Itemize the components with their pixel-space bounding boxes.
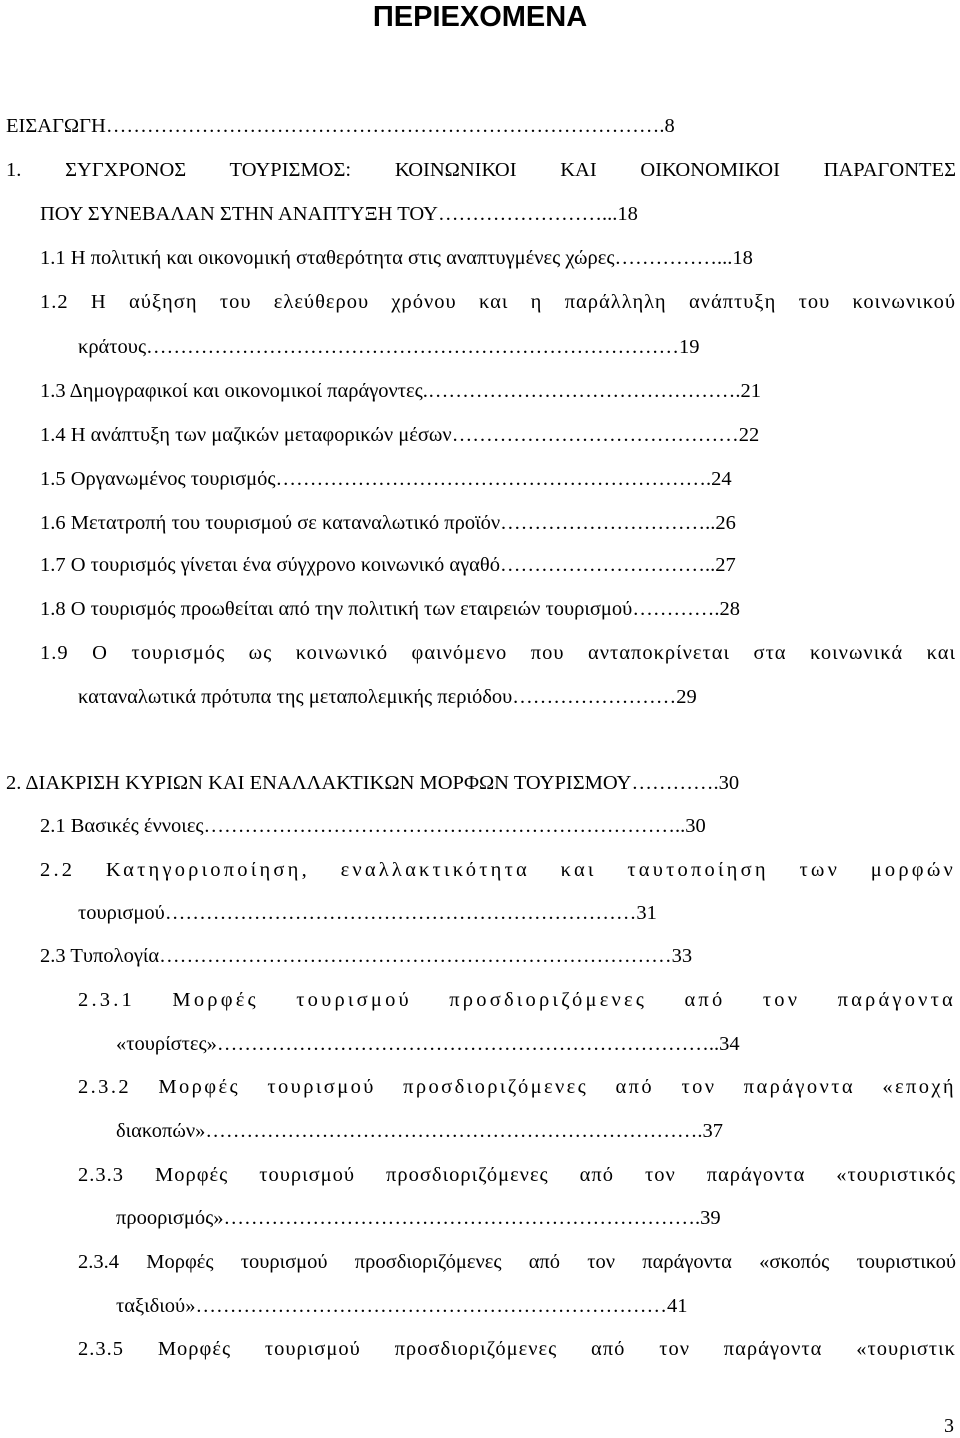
toc-entry-2-2-continued: τουρισμού……………………………………………………………31 [78, 902, 657, 924]
toc-entry-1-3: 1.3 Δημογραφικοί και οικονομικοί παράγοντες.……………………………………….21 [40, 380, 761, 402]
toc-entry-1-6: 1.6 Μετατροπή του τουρισμού σε καταναλωτικό προϊόν…………………………..26 [40, 512, 736, 534]
toc-entry-2-3-3-continued: προορισμός»…………………………………………………………….39 [116, 1207, 721, 1229]
toc-entry-1-2-continued: κράτους……………………………………………………………………19 [78, 336, 700, 358]
toc-entry-2-3-1: 2.3.1 Μορφές τουρισμού προσδιοριζόμενες από τον παράγοντα [78, 989, 956, 1011]
toc-entry-2-3-4-continued: ταξιδιού»……………………………………………………………41 [116, 1295, 688, 1317]
toc-entry-2-3: 2.3 Τυπολογία…………………………………………………………………33 [40, 945, 693, 967]
page-title: ΠΕΡΙΕΧΟΜΕΝΑ [372, 1, 588, 33]
toc-entry-2-3-2-continued: διακοπών»……………………………………………………………….37 [116, 1120, 724, 1142]
toc-entry-1-1: 1.1 Η πολιτική και οικονομική σταθερότητα στις αναπτυγμένες χώρες……………...18 [40, 247, 753, 269]
toc-entry-chapter-2: 2. ΔΙΑΚΡΙΣΗ ΚΥΡΙΩΝ ΚΑΙ ΕΝΑΛΛΑΚΤΙΚΩΝ ΜΟΡΦΩΝ ΤΟΥΡΙΣΜΟΥ………….30 [6, 772, 740, 794]
toc-entry-1-2: 1.2 Η αύξηση του ελεύθερου χρόνου και η παράλληλη ανάπτυξη του κοινωνικού [40, 291, 956, 313]
page-number: 3 [944, 1415, 954, 1437]
toc-entry-1-8: 1.8 Ο τουρισμός προωθείται από την πολιτική των εταιρειών τουρισμού………….28 [40, 598, 740, 620]
toc-entry-1-9: 1.9 Ο τουρισμός ως κοινωνικό φαινόμενο που ανταποκρίνεται στα κοινωνικά και [40, 642, 956, 664]
toc-entry-2-2: 2.2 Κατηγοριοποίηση, εναλλακτικότητα και ταυτοποίηση των μορφών [40, 859, 956, 881]
toc-entry-2-3-3: 2.3.3 Μορφές τουρισμού προσδιοριζόμενες από τον παράγοντα «τουριστικός [78, 1164, 956, 1186]
toc-entry-1-9-continued: καταναλωτικά πρότυπα της μεταπολεμικής περιόδου……………………29 [78, 686, 697, 708]
toc-entry-chapter-1: 1. ΣΥΓΧΡΟΝΟΣ ΤΟΥΡΙΣΜΟΣ: ΚΟΙΝΩΝΙΚΟΙ ΚΑΙ ΟΙΚΟΝΟΜΙΚΟΙ ΠΑΡΑΓΟΝΤΕΣ [6, 159, 956, 181]
toc-entry-1-4: 1.4 Η ανάπτυξη των μαζικών μεταφορικών μέσων……………………………………22 [40, 424, 760, 446]
toc-entry-introduction: ΕΙΣΑΓΩΓΗ……………………………………………………………………….8 [6, 115, 675, 137]
toc-entry-2-3-4: 2.3.4 Μορφές τουρισμού προσδιοριζόμενες από τον παράγοντα «σκοπός τουριστικού [78, 1251, 956, 1273]
toc-entry-chapter-1-continued: ΠΟΥ ΣΥΝΕΒΑΛΑΝ ΣΤΗΝ ΑΝΑΠΤΥΞΗ ΤΟΥ……………………...18 [40, 203, 638, 225]
toc-entry-1-7: 1.7 Ο τουρισμός γίνεται ένα σύγχρονο κοινωνικό αγαθό…………………………..27 [40, 554, 736, 576]
toc-entry-2-3-2: 2.3.2 Μορφές τουρισμού προσδιοριζόμενες από τον παράγοντα «εποχή [78, 1076, 956, 1098]
toc-entry-2-3-5: 2.3.5 Μορφές τουρισμού προσδιοριζόμενες από τον παράγοντα «τουριστικ [78, 1338, 956, 1360]
toc-entry-1-5: 1.5 Οργανωμένος τουρισμός……………………………………………………….24 [40, 468, 732, 490]
toc-entry-2-1: 2.1 Βασικές έννοιες……………………………………………………………..30 [40, 815, 706, 837]
toc-entry-2-3-1-continued: «τουρίστες»………………………………………………………………..34 [116, 1033, 740, 1055]
